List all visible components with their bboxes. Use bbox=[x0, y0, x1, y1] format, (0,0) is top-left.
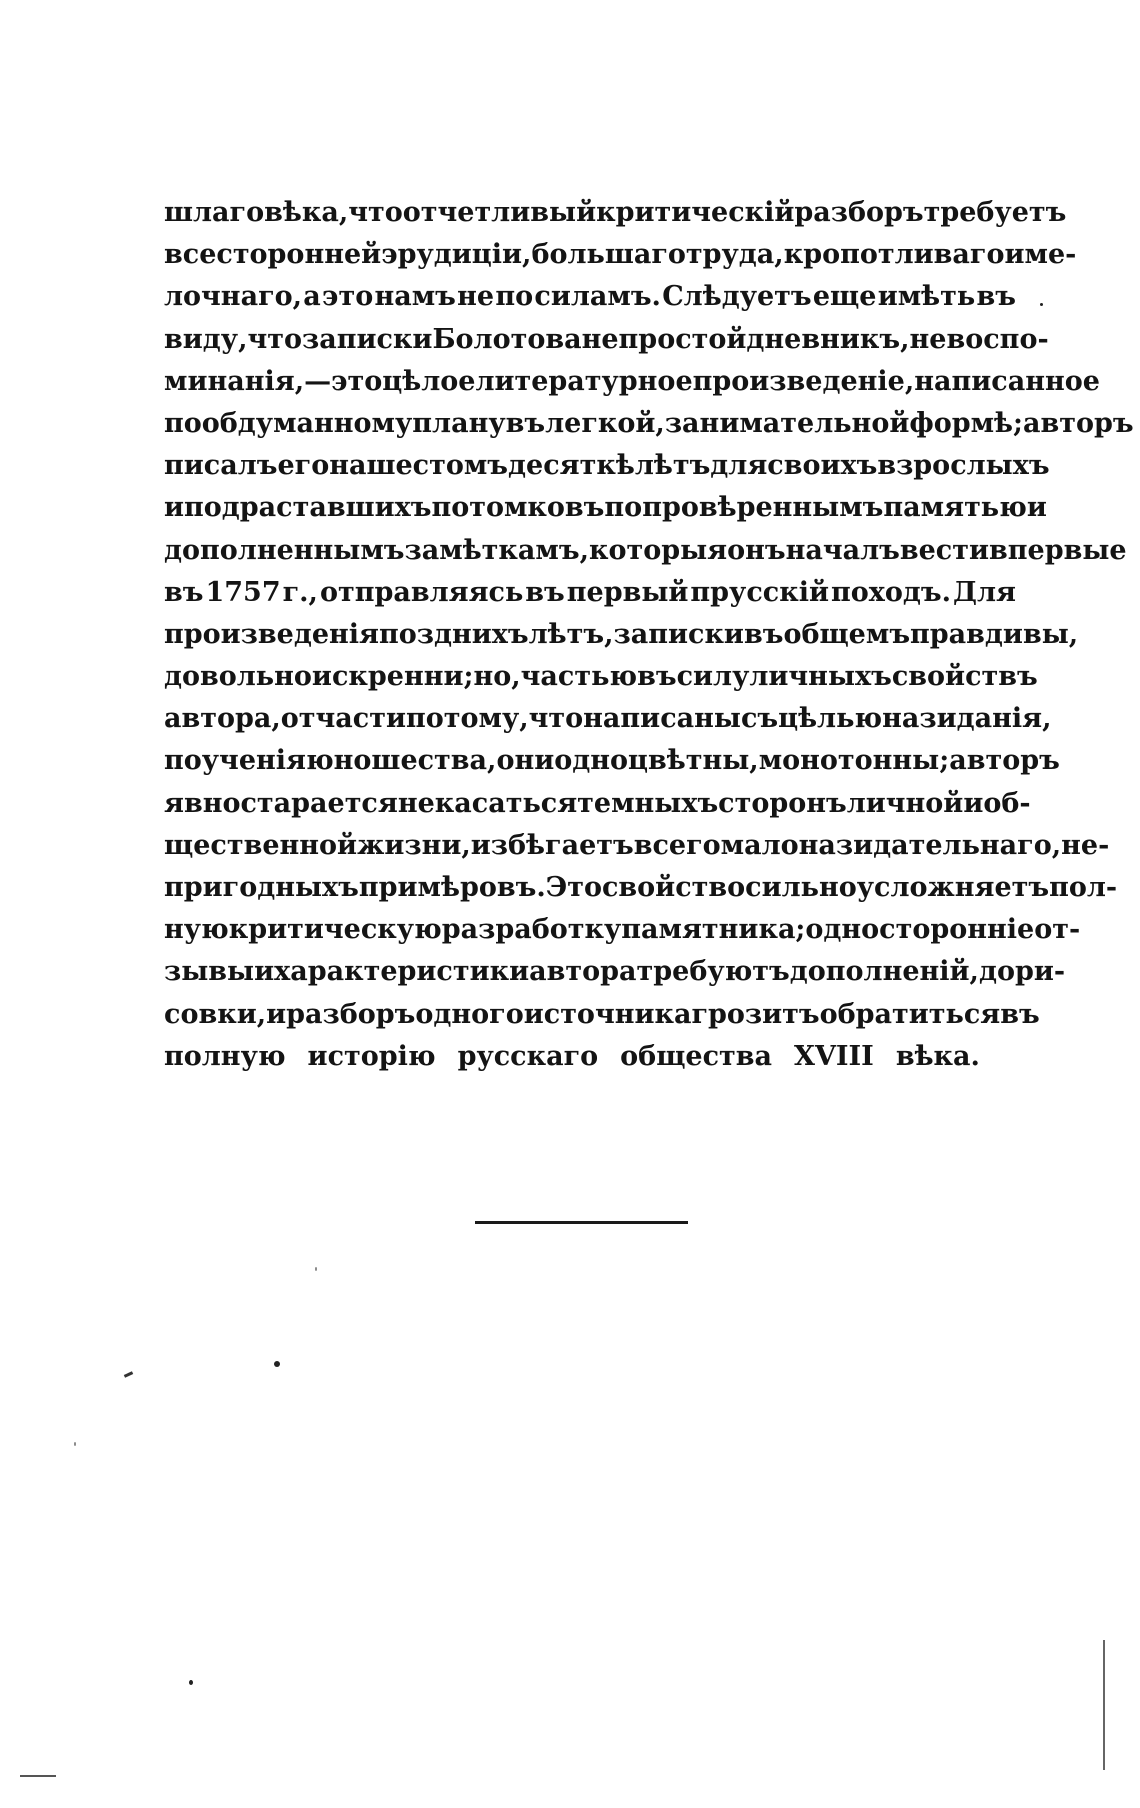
word: отправляясь bbox=[319, 576, 524, 608]
word: односторонніе bbox=[805, 914, 1035, 946]
word: требуетъ bbox=[923, 197, 1067, 228]
word: что bbox=[247, 323, 302, 355]
word: всесторонней bbox=[164, 239, 382, 271]
word: воспо- bbox=[946, 323, 1049, 355]
word: началъ bbox=[785, 534, 900, 566]
text-line bbox=[164, 909, 1081, 951]
word: исторію bbox=[307, 1040, 436, 1072]
text-line bbox=[164, 234, 1077, 276]
word: разборъ bbox=[286, 998, 416, 1030]
word: одноцвѣтны, bbox=[554, 745, 759, 777]
word: литературное bbox=[475, 365, 693, 397]
word: въ bbox=[743, 618, 784, 650]
word: которыя bbox=[588, 534, 728, 566]
word: русскаго bbox=[457, 1040, 599, 1072]
word: общества bbox=[620, 1040, 773, 1072]
text-line bbox=[164, 867, 1118, 909]
word: личной bbox=[846, 787, 964, 819]
word: легкой, bbox=[545, 407, 665, 439]
scan-speck bbox=[189, 1680, 193, 1685]
word: лочнаго, bbox=[164, 281, 303, 313]
word: своихъ bbox=[767, 450, 878, 482]
word: съ bbox=[740, 703, 779, 735]
word: монотонны; bbox=[758, 745, 950, 777]
text-line bbox=[164, 487, 1047, 529]
word: кропотливаго bbox=[783, 239, 1005, 271]
word: совки, bbox=[164, 998, 267, 1030]
word: сторонъ bbox=[718, 787, 847, 819]
word: авторъ bbox=[1023, 407, 1134, 439]
word: явно bbox=[164, 787, 241, 819]
word: писалъ bbox=[164, 450, 278, 482]
scan-speck bbox=[274, 1361, 280, 1367]
word: формѣ; bbox=[909, 407, 1024, 439]
word: въ bbox=[637, 661, 677, 693]
word: впервые bbox=[989, 534, 1127, 566]
word: и bbox=[1004, 239, 1025, 271]
word: памятника; bbox=[621, 914, 806, 946]
word: написанное bbox=[914, 365, 1100, 397]
word: прусскій bbox=[690, 576, 829, 608]
text-line bbox=[164, 319, 1049, 361]
word: искренни; bbox=[311, 661, 474, 693]
word: онъ bbox=[727, 534, 786, 566]
word: а bbox=[303, 281, 321, 313]
text-line bbox=[164, 530, 1127, 572]
word: на bbox=[329, 450, 367, 482]
word: лѣтъ bbox=[634, 450, 711, 482]
word: ную bbox=[164, 914, 229, 946]
word: свойство bbox=[601, 872, 746, 903]
word: по bbox=[164, 407, 202, 439]
word: не- bbox=[1061, 829, 1110, 861]
word: взрослыхъ bbox=[877, 450, 1050, 482]
text-line bbox=[164, 445, 1050, 487]
word: ме- bbox=[1024, 239, 1077, 271]
body-text bbox=[164, 192, 1134, 1078]
word: частью bbox=[520, 661, 638, 693]
word: всего bbox=[633, 829, 721, 861]
word: и bbox=[963, 787, 984, 819]
word: виду, bbox=[164, 323, 248, 355]
word: памятью bbox=[883, 492, 1027, 524]
word: въ bbox=[976, 281, 1016, 313]
text-line bbox=[164, 656, 1038, 698]
word: лѣтъ, bbox=[528, 618, 614, 650]
word: шлаго bbox=[164, 197, 265, 228]
word: вѣка. bbox=[895, 1040, 980, 1072]
word: они bbox=[496, 745, 555, 777]
word: его bbox=[277, 450, 330, 482]
word: въ bbox=[1000, 998, 1040, 1030]
word: что bbox=[528, 703, 584, 735]
word: силамъ. bbox=[534, 281, 661, 313]
word: но, bbox=[473, 661, 521, 693]
word: юношества, bbox=[305, 745, 497, 777]
word: сильно bbox=[745, 872, 857, 903]
word: плану bbox=[412, 407, 506, 439]
word: автора bbox=[529, 956, 637, 988]
word: отчасти bbox=[280, 703, 406, 735]
word: не bbox=[457, 281, 495, 313]
word: въ bbox=[164, 576, 204, 608]
text-line bbox=[164, 994, 1040, 1036]
text-line bbox=[164, 403, 1134, 445]
word: от- bbox=[1034, 914, 1081, 946]
word: дори- bbox=[978, 956, 1066, 988]
word: разборъ bbox=[794, 197, 924, 228]
word: грозитъ bbox=[691, 998, 820, 1030]
text-line bbox=[164, 740, 1060, 782]
word: вѣка, bbox=[264, 197, 349, 228]
word: для bbox=[710, 450, 768, 482]
word: жизни, bbox=[357, 829, 471, 861]
text-line bbox=[164, 614, 1079, 656]
word: въ bbox=[505, 407, 546, 439]
word: поученія bbox=[164, 745, 306, 777]
word: характеристики bbox=[274, 956, 530, 988]
text-line bbox=[164, 783, 1031, 825]
word: не bbox=[909, 323, 947, 355]
word: первый bbox=[566, 576, 689, 608]
word: потомковъ bbox=[431, 492, 605, 524]
word: большаго bbox=[531, 239, 686, 271]
word: цѣлое bbox=[382, 365, 476, 397]
word: щественной bbox=[164, 829, 358, 861]
word: силу bbox=[676, 661, 750, 693]
scan-speck bbox=[74, 1442, 76, 1446]
word: и bbox=[164, 492, 185, 524]
word: записки bbox=[613, 618, 744, 650]
word: зывы bbox=[164, 956, 255, 988]
scan-edge-line bbox=[1103, 1640, 1105, 1770]
word: обратиться bbox=[819, 998, 1001, 1030]
word: не bbox=[397, 787, 435, 819]
word: Это bbox=[545, 872, 602, 903]
word: позднихъ bbox=[379, 618, 529, 650]
word: критическую bbox=[228, 914, 442, 946]
word: назиданія, bbox=[882, 703, 1052, 735]
word: авторъ bbox=[949, 745, 1060, 777]
word: пригодныхъ bbox=[164, 872, 359, 903]
word: отчетливый bbox=[402, 197, 597, 228]
word: личныхъ bbox=[749, 661, 892, 693]
word: труда, bbox=[685, 239, 784, 271]
scan-mark bbox=[20, 1775, 56, 1777]
word: обдуманному bbox=[201, 407, 413, 439]
text-line bbox=[164, 192, 1067, 234]
word: занимательной bbox=[664, 407, 910, 439]
word: автора, bbox=[164, 703, 281, 735]
word: г., bbox=[282, 576, 318, 608]
word: правдивы, bbox=[910, 618, 1079, 650]
word: эрудиціи, bbox=[381, 239, 532, 271]
word: темныхъ bbox=[577, 787, 719, 819]
scan-mark bbox=[124, 1371, 133, 1378]
word: малоназидательнаго, bbox=[720, 829, 1062, 861]
word: подраставшихъ bbox=[184, 492, 432, 524]
word: въ bbox=[525, 576, 565, 608]
word: имѣть bbox=[877, 281, 976, 313]
word: старается bbox=[240, 787, 398, 819]
text-line bbox=[164, 361, 1100, 403]
word: замѣткамъ, bbox=[404, 534, 589, 566]
word: примѣровъ. bbox=[358, 872, 546, 903]
word: полную bbox=[164, 1040, 286, 1072]
word: простой bbox=[618, 323, 747, 355]
text-line bbox=[164, 951, 1066, 993]
word: и bbox=[1026, 492, 1047, 524]
word: одного bbox=[415, 998, 524, 1030]
word: довольно bbox=[164, 661, 312, 693]
text-line bbox=[164, 698, 1052, 740]
word: дополненій, bbox=[789, 956, 979, 988]
word: 1757 bbox=[205, 576, 281, 608]
word: это bbox=[322, 281, 374, 313]
word: написаны bbox=[583, 703, 741, 735]
word: об- bbox=[983, 787, 1031, 819]
word: и bbox=[266, 998, 287, 1030]
text-line bbox=[164, 572, 1016, 614]
text-line bbox=[164, 1036, 1016, 1078]
word: минанія,—это bbox=[164, 365, 383, 397]
text-line bbox=[164, 825, 1110, 867]
word: произведенія bbox=[164, 618, 379, 650]
word: усложняетъ bbox=[856, 872, 1050, 903]
word: вести bbox=[899, 534, 989, 566]
word: цѣлью bbox=[778, 703, 883, 735]
word: записки bbox=[301, 323, 433, 355]
word: и bbox=[254, 956, 275, 988]
word: XVIII bbox=[794, 1040, 874, 1072]
word: намъ bbox=[374, 281, 456, 313]
section-end-rule bbox=[475, 1221, 688, 1224]
word: дневникъ, bbox=[746, 323, 910, 355]
scan-speck bbox=[315, 1267, 317, 1271]
word: пол- bbox=[1049, 872, 1118, 903]
word: по bbox=[495, 281, 534, 313]
word: Слѣдуетъ bbox=[662, 281, 812, 313]
word: требуютъ bbox=[636, 956, 790, 988]
word: потому, bbox=[405, 703, 529, 735]
word: источника bbox=[523, 998, 692, 1030]
text-line bbox=[164, 276, 1016, 318]
word: избѣгаетъ bbox=[470, 829, 634, 861]
scan-speck bbox=[1040, 303, 1043, 306]
word: десяткѣ bbox=[508, 450, 635, 482]
word: разработку bbox=[441, 914, 622, 946]
word: еще bbox=[812, 281, 877, 313]
word: касаться bbox=[434, 787, 578, 819]
word: что bbox=[348, 197, 403, 228]
word: по bbox=[604, 492, 643, 524]
word: Болотова bbox=[432, 323, 582, 355]
word: общемъ bbox=[783, 618, 911, 650]
word: не bbox=[581, 323, 619, 355]
word: критическій bbox=[596, 197, 795, 228]
word: произведеніе, bbox=[692, 365, 915, 397]
word: дополненнымъ bbox=[164, 534, 405, 566]
word: Для bbox=[952, 576, 1016, 608]
word: свойствъ bbox=[891, 661, 1038, 693]
word: походъ. bbox=[830, 576, 951, 608]
word: шестомъ bbox=[366, 450, 509, 482]
word: провѣреннымъ bbox=[642, 492, 884, 524]
